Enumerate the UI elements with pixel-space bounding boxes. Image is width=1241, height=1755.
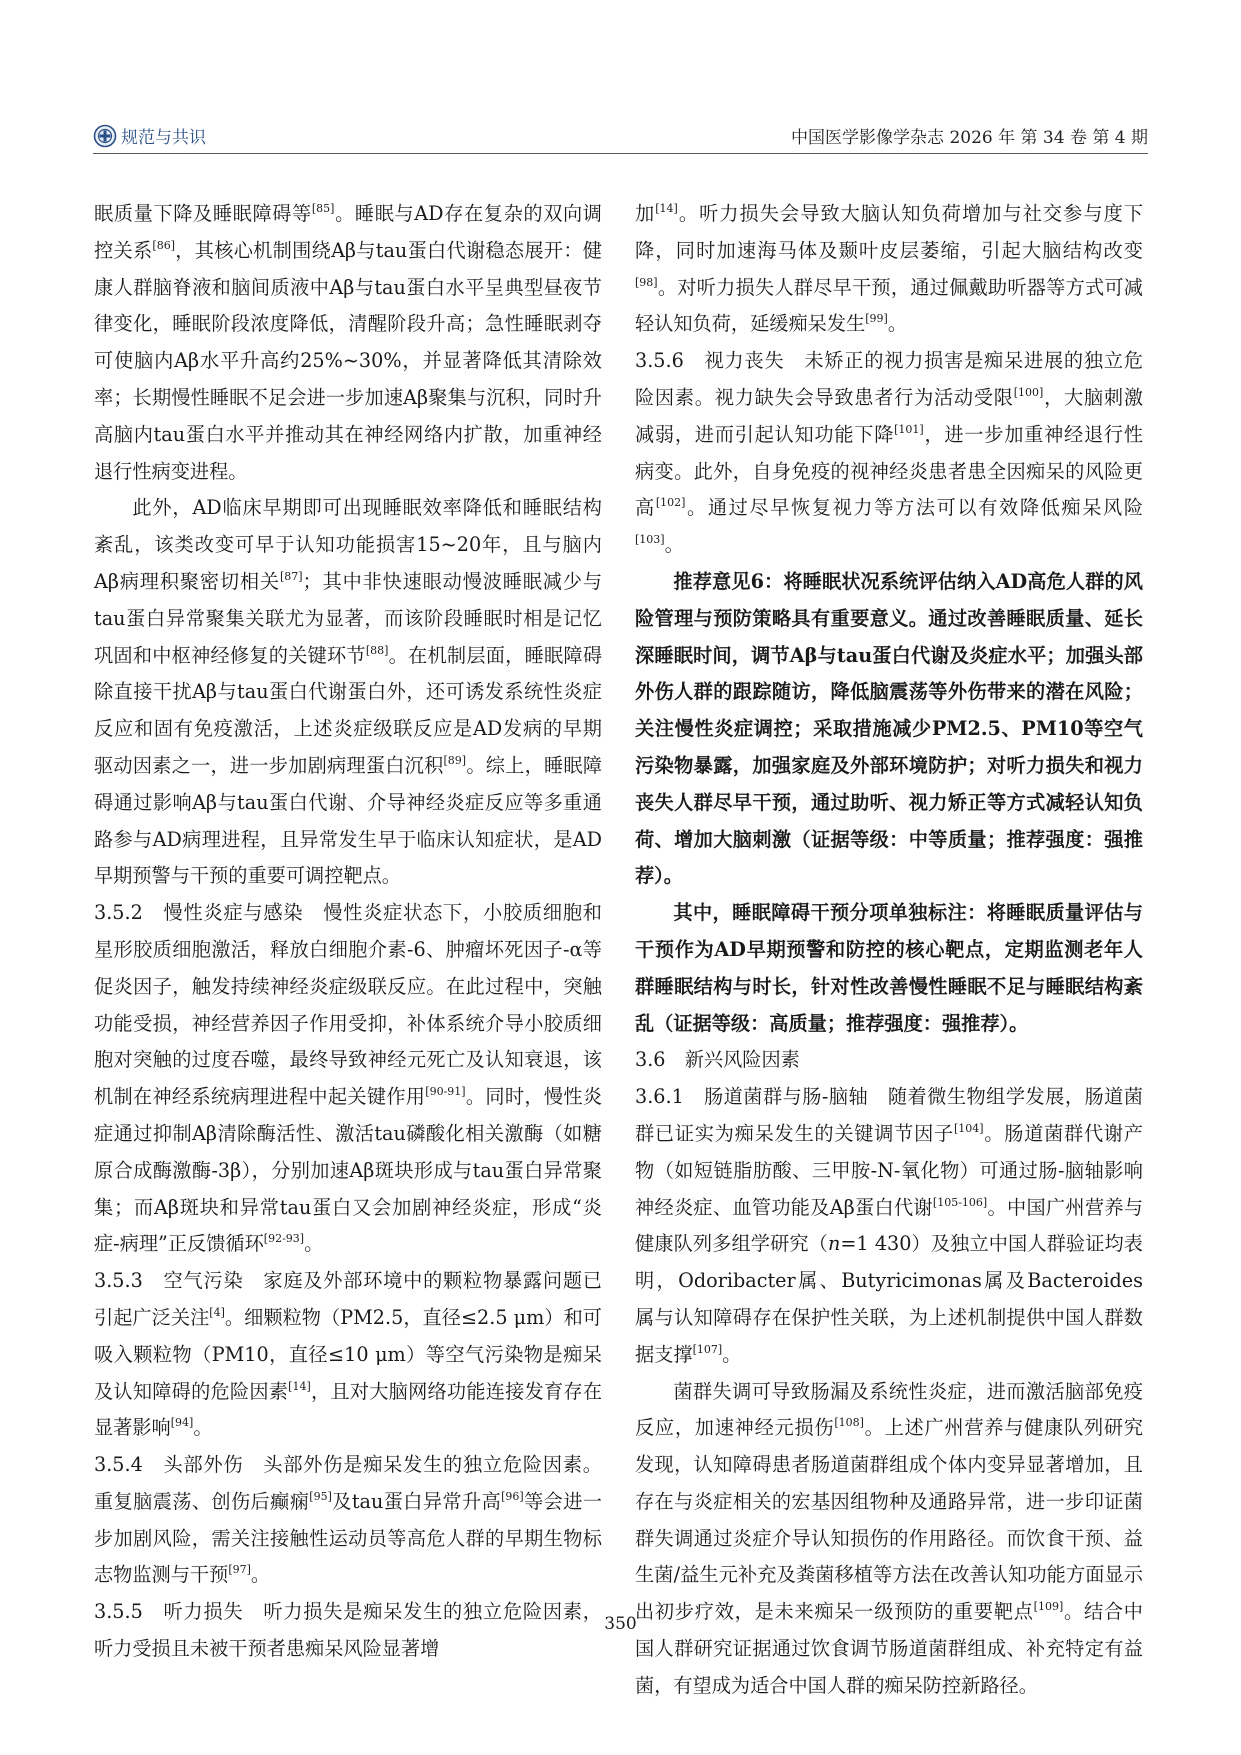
paragraph-text: ，其核心机制围绕Aβ与tau蛋白代谢稳态展开：健康人群脑脊液和脑间质液中Aβ与tau蛋白水平呈典型昼夜节律变化，睡眠阶段浓度降低，清醒阶段升高；急性睡眠剥夺可使脑内Aβ水平升高约25%~30%，并显著降低其清除效率；长期慢性睡眠不足会进一步加速Aβ聚集与沉积，同时升高脑内tau蛋白水平并推动其在神经网络内扩散，加重神经退行性病变进程。 (94, 238, 602, 483)
citation-ref: [87] (279, 569, 303, 583)
citation-ref: [101] (894, 422, 924, 436)
citation-ref: [4] (209, 1305, 225, 1319)
right-column (635, 196, 1143, 1705)
citation-ref: [14] (288, 1379, 311, 1393)
paragraph (635, 1079, 1143, 1373)
section-label: 规范与共识 (121, 128, 206, 148)
paragraph (94, 196, 602, 490)
paragraph (94, 490, 602, 895)
citation-ref: [104] (953, 1121, 984, 1135)
paragraph-text: 。听力损失会导致大脑认知负荷增加与社交参与度下降，同时加速海马体及颞叶皮层萎缩，引起大脑结构改变 (635, 202, 1144, 262)
citation-ref: [102] (655, 496, 686, 510)
paragraph-text: 。 (304, 1232, 324, 1256)
citation-ref: [100] (1013, 385, 1044, 399)
paragraph-text: 。结合中国人群研究证据通过饮食调节肠道菌群组成、补充特定有益菌，有望成为适合中国人群的痴呆防控新路径。 (635, 1600, 1143, 1697)
citation-ref: [90-91] (425, 1084, 466, 1098)
paragraph-text: 其中，睡眠障碍干预分项单独标注：将睡眠质量评估与干预作为AD早期预警和防控的核心靶点，定期监测老年人群睡眠结构与时长，针对性改善慢性睡眠不足与睡眠结构紊乱（证据等级：高质量；推荐强度：强推荐）。 (635, 901, 1143, 1035)
paragraph-text: ；其中非快速眼动慢波睡眠减少与tau蛋白异常聚集关联尤为显著，而该阶段睡眠时相是记忆巩固和中枢神经修复的关键环节 (94, 569, 603, 667)
citation-ref: [99] (865, 312, 888, 326)
paragraph-text: 3.6.1 肠道菌群与肠-脑轴 随着微生物组学发展，肠道菌群已证实为痴呆发生的关键调节因子 (635, 1085, 1143, 1145)
paragraph-text: 。细颗粒物（PM2.5，直径≤2.5 μm）和可吸入颗粒物（PM10，直径≤10 μm）等空气污染物是痴呆及认知障碍的危险因素 (94, 1305, 602, 1403)
paragraph-text: 3.5.5 听力损失 听力损失是痴呆发生的独立危险因素，听力受损且未被干预者患痴呆风险显著增 (94, 1600, 602, 1661)
paragraph-text: 及tau蛋白异常升高 (331, 1489, 502, 1513)
paragraph-text: ，且对大脑网络功能连接发育存在显著影响 (94, 1379, 603, 1440)
citation-ref: [105-106] (932, 1195, 988, 1209)
journal-emblem-icon (93, 124, 117, 148)
paragraph-text: 。在机制层面，睡眠障碍除直接干扰Aβ与tau蛋白代谢蛋白外，还可诱发系统性炎症反应和固有免疫激活，上述炎症级联反应是AD发病的早期驱动因素之一，进一步加剧病理蛋白沉积 (94, 643, 603, 777)
paragraph (635, 895, 1143, 1042)
citation-ref: [14] (655, 201, 678, 215)
citation-ref: [86] (152, 238, 176, 252)
paragraph-text: 菌群失调可导致肠漏及系统性炎症，进而激活脑部免疫反应，加速神经元损伤 (635, 1379, 1143, 1440)
paragraph-text: ，进一步加重神经退行性病变。此外，自身免疫的视神经炎患者患全因痴呆的风险更高 (635, 422, 1144, 520)
paragraph (94, 895, 602, 1263)
paragraph (94, 1447, 602, 1594)
paragraph-text: ，大脑刺激减弱，进而引起认知功能下降 (635, 385, 1144, 446)
left-column (94, 196, 602, 1668)
citation-ref: [107] (692, 1342, 723, 1356)
paragraph-text: 3.5.4 头部外伤 头部外伤是痴呆发生的独立危险因素。重复脑震荡、创伤后癫痫 (94, 1453, 602, 1513)
paragraph (635, 1042, 1143, 1079)
citation-ref: [88] (365, 643, 389, 657)
paragraph-text: 。通过尽早恢复视力等方法可以有效降低痴呆风险 (685, 496, 1144, 520)
citation-ref: [98] (635, 275, 658, 289)
journal-info: 中国医学影像学杂志 2026 年 第 34 卷 第 4 期 (791, 128, 1148, 148)
paragraph-text: 。 (664, 533, 684, 557)
paragraph-text: 等会进一步加剧风险，需关注接触性运动员等高危人群的早期生物标志物监测与干预 (94, 1489, 603, 1587)
paragraph-text: 推荐意见6：将睡眠状况系统评估纳入AD高危人群的风险管理与预防策略具有重要意义。通过改善睡眠质量、延长深睡眠时间，调节Aβ与tau蛋白代谢及炎症水平；加强头部外伤人群的跟踪随访，降低脑震荡等外伤带来的潜在风险；关注慢性炎症调控；采取措施减少PM2.5、PM10等空气污染物暴露，加强家庭及外部环境防护；对听力损失和视力丧失人群尽早干预，通过助听、视力矫正等方式减轻认知负荷、增加大脑刺激（证据等级：中等质量；推荐强度：强推荐）。 (635, 569, 1143, 888)
paragraph-text: =1 430）及独立中国人群验证均表明，Odoribacter属、Butyricimonas属及Bacteroides属与认知障碍存在保护性关联，为上述机制提供中国人群数据支撑 (635, 1232, 1143, 1366)
citation-ref: [108] (834, 1416, 864, 1430)
paragraph (635, 343, 1143, 564)
citation-ref: [103] (635, 532, 665, 546)
paragraph-text: 。 (193, 1416, 213, 1440)
italic-symbol: n (827, 1232, 841, 1256)
paragraph-text: 。 (887, 312, 908, 336)
paragraph-text: 。中国广州营养与健康队列多组学研究（ (635, 1195, 1144, 1256)
paragraph-text: 3.5.3 空气污染 家庭及外部环境中的颗粒物暴露问题已引起广泛关注 (94, 1269, 602, 1329)
citation-ref: [85] (311, 201, 335, 215)
citation-ref: [95] (309, 1489, 332, 1503)
paragraph-text: 眠质量下降及睡眠障碍等 (94, 202, 312, 225)
citation-ref: [92-93] (263, 1232, 305, 1246)
running-header (93, 118, 1148, 154)
paragraph-text: 加 (635, 202, 656, 225)
paragraph-text: 。对听力损失人群尽早干预，通过佩戴助听器等方式可减轻认知负荷，延缓痴呆发生 (635, 275, 1143, 336)
paragraph-text: 此外，AD临床早期即可出现睡眠效率降低和睡眠结构紊乱，该类改变可早于认知功能损害15~20年，且与脑内Aβ病理积聚密切相关 (94, 496, 602, 593)
paragraph (635, 196, 1143, 343)
citation-ref: [94] (170, 1416, 194, 1430)
citation-ref: [89] (443, 753, 467, 767)
citation-ref: [109] (1033, 1600, 1064, 1614)
paragraph (635, 1374, 1143, 1705)
paragraph-text: 。综上，睡眠障碍通过影响Aβ与tau蛋白代谢、介导神经炎症反应等多重通路参与AD病理进程，且异常发生早于临床认知症状，是AD早期预警与干预的重要可调控靶点。 (94, 753, 603, 888)
citation-ref: [96] (501, 1489, 524, 1503)
paragraph-text: 。睡眠与AD存在复杂的双向调控关系 (94, 202, 602, 262)
citation-ref: [97] (228, 1563, 251, 1577)
paragraph-text: 3.5.6 视力丧失 未矫正的视力损害是痴呆进展的独立危险因素。视力缺失会导致患者行为活动受限 (635, 349, 1143, 409)
section-label-group (93, 123, 206, 148)
paragraph-text: 。 (250, 1563, 271, 1587)
paragraph-text: 。同时，慢性炎症通过抑制Aβ清除酶活性、激活tau磷酸化相关激酶（如糖原合成酶激酶-3β），分别加速Aβ斑块形成与tau蛋白异常聚集；而Aβ斑块和异常tau蛋白又会加剧神经炎症，形成“炎症-病理”正反馈循环 (94, 1085, 603, 1256)
paragraph-text: 。肠道菌群代谢产物（如短链脂肪酸、三甲胺-N-氧化物）可通过肠-脑轴影响神经炎症、血管功能及Aβ蛋白代谢 (635, 1121, 1143, 1219)
paragraph-text: 3.5.2 慢性炎症与感染 慢性炎症状态下，小胶质细胞和星形胶质细胞激活，释放白细胞介素-6、肿瘤坏死因子-α等促炎因子，触发持续神经炎症级联反应。在此过程中，突触功能受损，神经营养因子作用受抑，补体系统介导小胶质细胞对突触的过度吞噬，最终导致神经元死亡及认知衰退，该机制在神经系统病理进程中起关键作用 (94, 901, 602, 1109)
paragraph (94, 1263, 602, 1447)
paragraph-text: 3.6 新兴风险因素 (635, 1048, 800, 1072)
paragraph-text: 。 (722, 1342, 742, 1366)
paragraph-text: 。上述广州营养与健康队列研究发现，认知障碍患者肠道菌群组成个体内变异显著增加，且存在与炎症相关的宏基因组物种及通路异常，进一步印证菌群失调通过炎症介导认知损伤的作用路径。而饮食干预、益生菌/益生元补充及粪菌移植等方法在改善认知功能方面显示出初步疗效，是未来痴呆一级预防的重要靶点 (635, 1416, 1144, 1624)
page-number: 350 (604, 1614, 637, 1634)
paragraph (635, 564, 1143, 895)
